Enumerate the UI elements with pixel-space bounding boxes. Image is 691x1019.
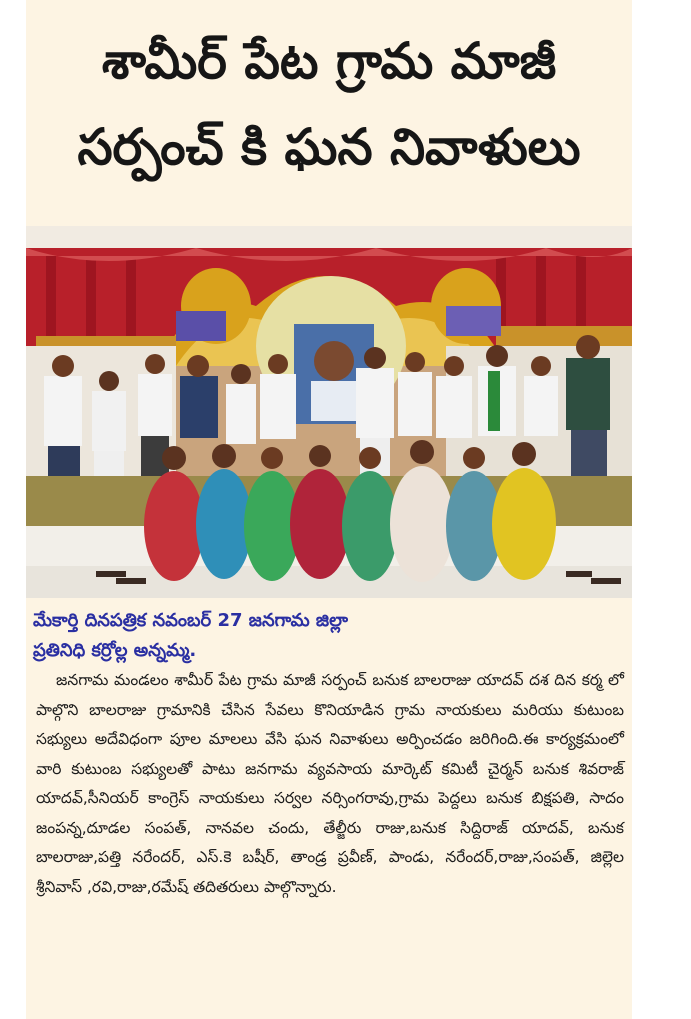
dateline-line-1: మేకార్తి దినపత్రిక నవంబర్ 27 జనగామ జిల్లా bbox=[33, 610, 348, 631]
dateline bbox=[33, 606, 593, 666]
memorial-photo bbox=[26, 226, 632, 598]
dateline-line-2: ప్రతినిధి కర్రోల్ల అన్నమ్మ. bbox=[33, 640, 197, 661]
memorial-photo-illustration bbox=[26, 226, 632, 598]
headline-line-2: సర్పంచ్ కి ఘన నివాళులు bbox=[77, 118, 581, 176]
article-body: జనగామ మండలం శామీర్ పేట గ్రామ మాజీ సర్పంచ్ బనుక బాలరాజు యాదవ్ దశ దిన కర్మ లో పాల్గొని బాలరాజు గ్రామానికి చేసిన సేవలు కొనియాడిన గ్రామ నాయకులు మరియు కుటుంబ సభ్యులు అదేవిధంగా పూల మాలలు వేసి ఘన నివాళులు అర్పించడం జరిగింది.ఈ కార్యక్రమంలో వారి కుటుంబ సభ్యులతో పాటు జనగామ వ్యవసాయ మార్కెట్ కమిటీ చైర్మన్ బనుక శివరాజ్ యాదవ్,సీనియర్ కాంగ్రెస్ నాయకులు సర్వల నర్సింగరావు,గ్రామ పెద్దలు బనుక బిక్షపతి, సాదం జంపన్న,దూడల సంపత్, నానవల చందు, తేల్జీరు రాజు,బనుక సిద్దిరాజ్ యాదవ్, బనుక బాలరాజు,పత్తి నరేందర్, ఎస్.కె బషీర్, తాండ్ర ప్రవీణ్, పాండు, నరేందర్,రాజు,సంపత్, జిల్లెల శ్రీనివాస్ ,రవి,రాజు,రమేష్ తదితరులు పాల్గొన్నారు. bbox=[36, 671, 624, 896]
headline-line-1: శామీర్ పేట గ్రామ మాజీ bbox=[101, 32, 557, 90]
headline bbox=[26, 8, 632, 213]
